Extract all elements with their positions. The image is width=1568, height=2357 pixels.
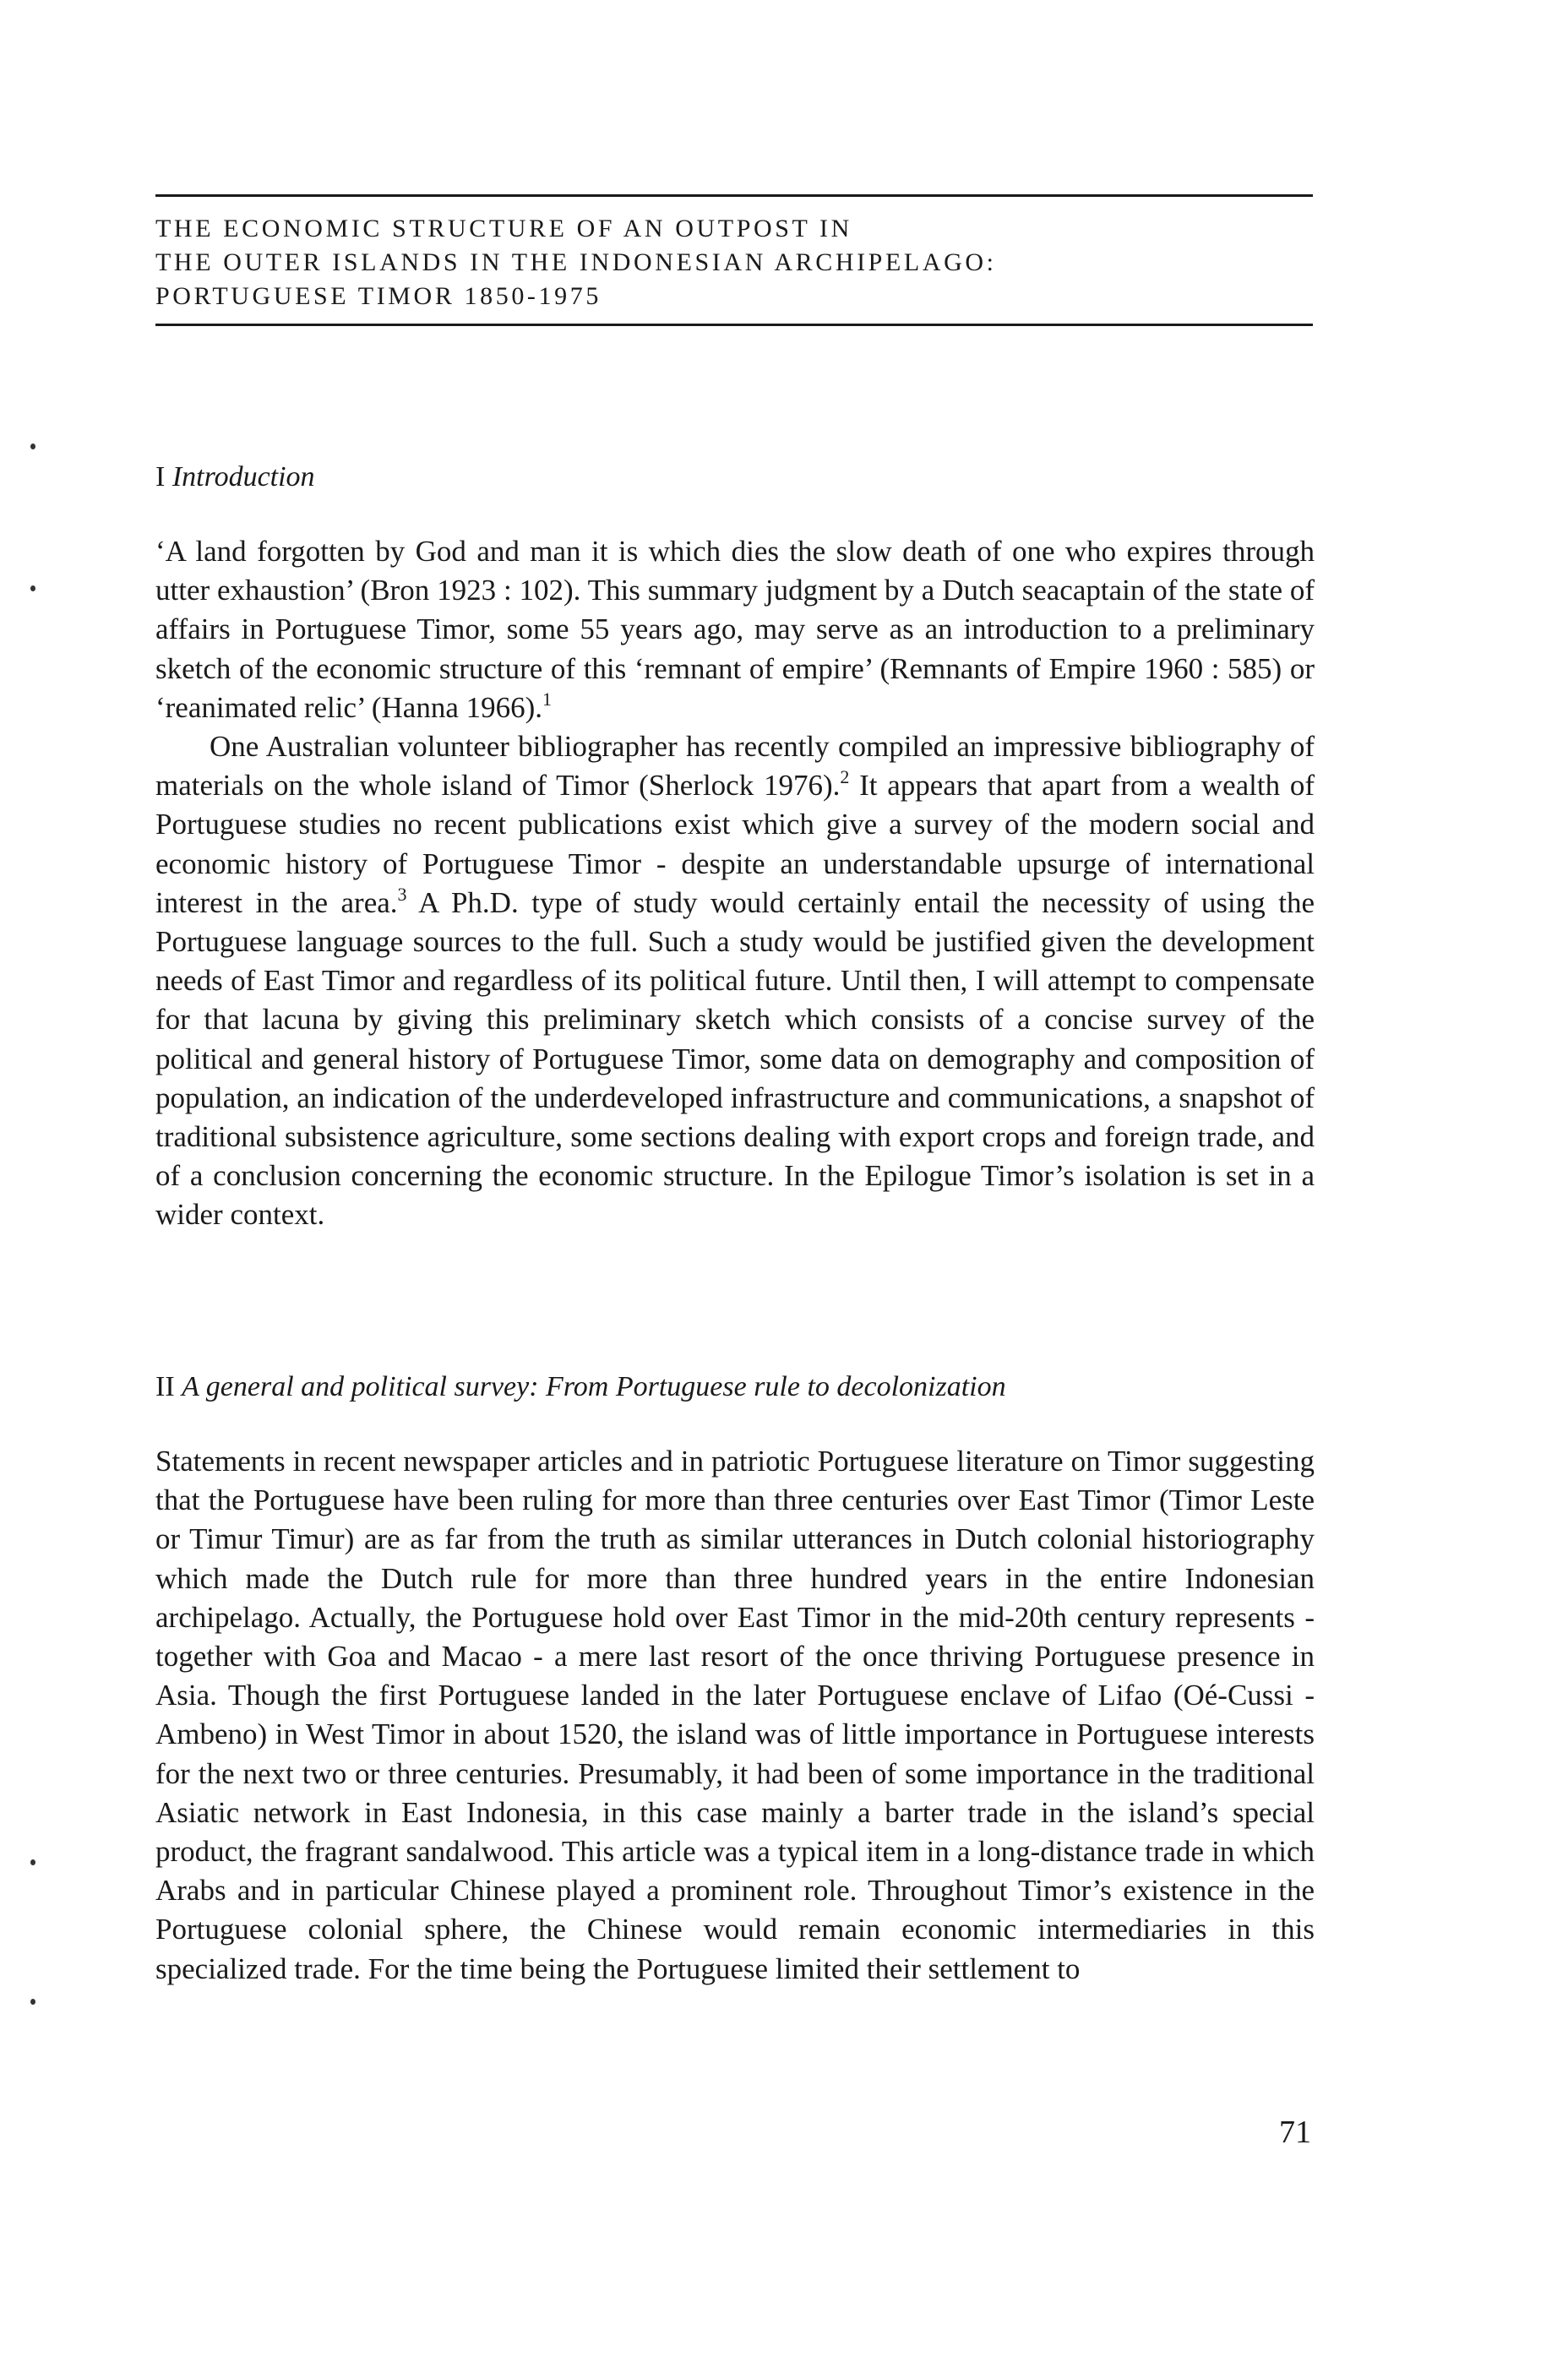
paragraph	[155, 1442, 1315, 1989]
title-line-2: THE OUTER ISLANDS IN THE INDONESIAN ARCHIPELAGO:	[155, 248, 997, 276]
title-bottom-rule	[155, 324, 1313, 326]
paragraph-text: One Australian volunteer bibliographer has recently compiled an impressive bibliography of materials on the whole island of Timor (Sherlock 1976).	[155, 730, 1315, 803]
paragraph	[155, 727, 1315, 1235]
section-title: A general and political survey: From Portuguese rule to decolonization	[182, 1371, 1006, 1402]
margin-speck	[30, 1999, 35, 2005]
paragraph-text: A Ph.D. type of study would certainly entail the necessity of using the Portuguese language sources to the full. Such a study would be justified given the development needs of East Timor and regardless of its political future. Until then, I will attempt to compensate for that lacuna by giving this preliminary sketch which consists of a concise survey of the political and general history of Portuguese Timor, some data on demography and composition of population, an indication of the underdeveloped infrastructure and communications, a snapshot of traditional subsistence agriculture, some sections dealing with export crops and foreign trade, and of a conclusion concerning the economic structure. In the Epilogue Timor’s isolation is set in a wider context.	[155, 885, 1315, 1232]
political-survey-body	[155, 1442, 1315, 1989]
margin-speck	[30, 585, 35, 591]
article-title-block	[155, 194, 1313, 326]
section-heading-political-survey	[155, 1369, 1006, 1406]
paragraph-text: ‘A land forgotten by God and man it is which dies the slow death of one who expires through utter exhaustion’ (Bron 1923 : 102). This summary judgment by a Dutch seacaptain of the state of affairs in Portuguese Timor, some 55 years ago, may serve as an introduction to a preliminary sketch of the economic structure of this ‘remnant of empire’ (Remnants of Empire 1960 : 585) or ‘reanimated relic’ (Hanna 1966).	[155, 535, 1315, 724]
article-title	[155, 197, 1313, 324]
footnote-ref: 3	[397, 883, 407, 905]
title-line-1: THE ECONOMIC STRUCTURE OF AN OUTPOST IN	[155, 215, 852, 242]
section-number: II	[155, 1371, 175, 1402]
page-number: 71	[1279, 2115, 1311, 2150]
paragraph	[155, 532, 1315, 727]
footnote-ref: 2	[840, 766, 850, 788]
paragraph-text: Statements in recent newspaper articles and in patriotic Portuguese literature on Timor suggesting that the Portuguese have been ruling for more than three centuries over East Timor (Timor Leste or Timur Timur) are as far from the truth as similar utterances in Dutch colonial historiography which made the Dutch rule for more than three hundred years in the entire Indonesian archipelago. Actually, the Portuguese hold over East Timor in the mid-20th century represents - together with Goa and Macao - a mere last resort of the once thriving Portuguese presence in Asia. Though the first Portuguese landed in the later Portuguese enclave of Lifao (Oé-Cussi - Ambeno) in West Timor in about 1520, the island was of little importance in Portuguese interests for the next two or three centuries. Presumably, it had been of some importance in the traditional Asiatic network in East Indonesia, in this case mainly a barter trade in the island’s special product, the fragrant sandalwood. This article was a typical item in a long-distance trade in which Arabs and in particular Chinese played a prominent role. Throughout Timor’s existence in the Portuguese colonial sphere, the Chinese would remain economic intermediaries in this specialized trade. For the time being the Portuguese limited their settlement to	[155, 1445, 1315, 1985]
footnote-ref: 1	[542, 688, 553, 710]
section-title: Introduction	[172, 461, 315, 493]
introduction-body	[155, 532, 1315, 1235]
title-line-3: PORTUGUESE TIMOR 1850-1975	[155, 282, 602, 310]
margin-speck	[30, 1859, 35, 1865]
section-number: I	[155, 461, 166, 493]
paragraph-text: It appears that apart from a wealth of Portuguese studies no recent publications exist which give a survey of the modern social and economic history of Portuguese Timor - despite an understandable upsurge of international interest in the area.	[155, 769, 1315, 919]
margin-speck	[30, 444, 35, 449]
section-heading-introduction	[155, 459, 315, 496]
